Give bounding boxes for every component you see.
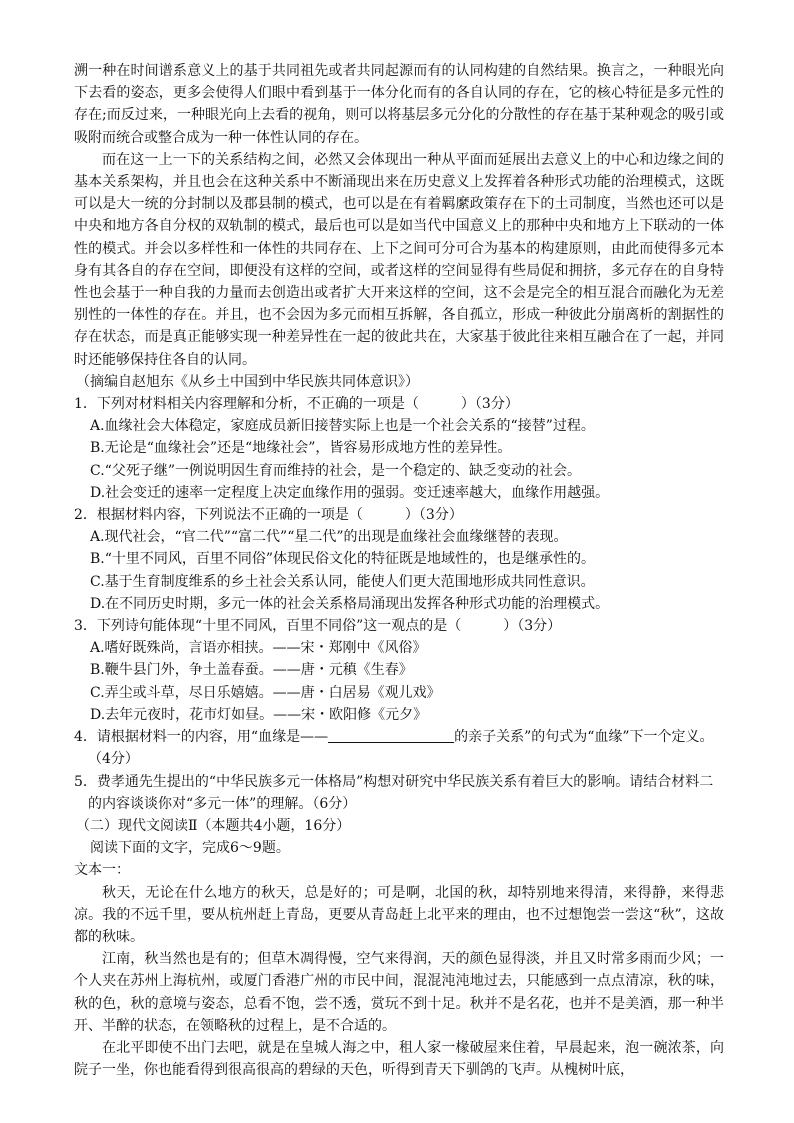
question-3-option-d: D.去年元夜时，花市灯如昼。——宋・欧阳修《元夕》 — [90, 706, 428, 723]
material-source: （摘编自赵旭东《从乡土中国到中华民族共同体意识》） — [76, 373, 419, 390]
question-1 — [74, 393, 724, 504]
question-1-option-b: B.无论是“血缘社会”还是“地缘社会”，皆容易形成地方性的差异性。 — [90, 440, 512, 457]
section-heading: （二）现代文阅读Ⅱ（本题共4小题，16分） — [76, 817, 351, 834]
question-3-stem: 3．下列诗句能体现“十里不同风，百里不同俗”这一观点的是（ ）（3分） — [74, 618, 562, 635]
question-2 — [74, 504, 724, 615]
question-3-option-c: C.弄尘或斗草，尽日乐嬉嬉。——唐・白居易《观儿戏》 — [90, 684, 441, 701]
question-3 — [74, 615, 724, 726]
essay-paragraph-1: 秋天，无论在什么地方的秋天，总是好的；可是啊，北国的秋，却特别地来得清，来得静，来得悲凉。我的不远千里，要从杭州赶上青岛，更要从青岛赶上北平来的理由，也不过想饱尝一尝这“秋”，这故都的秋味。 — [74, 884, 724, 945]
material-paragraph-1: 溯一种在时间谱系意义上的基于共同祖先或者共同起源而有的认同构建的自然结果。换言之，一种眼光向下去看的姿态，更多会使得人们眼中看到基于一体分化而有的各自认同的存在，它的核心特征是多元性的存在;而反过来，一种眼光向上去看的视角，则可以将基层多元分化的分散性的存在基于某种观念的吸引或吸附而统合或整合成为一种一体性认同的存在。 — [74, 63, 724, 146]
question-4-stem — [74, 726, 724, 770]
question-2-option-b: B.“十里不同风，百里不同俗”体现民俗文化的特征既是地域性的，也是继承性的。 — [90, 551, 596, 568]
text-label: 文本一： — [74, 862, 130, 879]
question-4-part1: 4．请根据材料一的内容，用“血缘是—— — [74, 729, 329, 746]
exam-page — [74, 60, 724, 1081]
question-1-option-d: D.社会变迁的速率一定程度上决定血缘作用的强弱。变迁速率越大，血缘作用越强。 — [90, 484, 610, 501]
question-5-stem: 5．费孝通先生提出的“中华民族多元一体格局”构想对研究中华民族关系有着巨大的影响。请结合材料二的内容谈谈你对“多元一体”的理解。（6分） — [74, 773, 714, 812]
question-2-stem: 2．根据材料内容，下列说法不正确的一项是（ ）（3分） — [74, 507, 463, 524]
question-2-option-d: D.在不同历史时期，多元一体的社会关系格局涌现出发挥各种形式功能的治理模式。 — [90, 595, 610, 612]
question-4 — [74, 726, 724, 770]
question-3-option-b: B.鞭牛县门外，争土盖春蚕。——唐・元稹《生春》 — [90, 662, 413, 679]
question-1-option-c: C.“父死子继”一例说明因生育而维持的社会，是一个稳定的、缺乏变动的社会。 — [90, 462, 581, 479]
question-4-part2: 的亲子关系”的句式为“血缘”下一个定义。（4分） — [88, 729, 714, 768]
question-2-option-a: A.现代社会，“官二代”“富二代”“星二代”的出现是血缘社会血缘继替的表现。 — [90, 529, 568, 546]
essay-paragraph-2: 江南，秋当然也是有的；但草木凋得慢，空气来得润，天的颜色显得淡，并且又时常多雨而少风；一个人夹在苏州上海杭州，或厦门香港广州的市民中间，混混沌沌地过去，只能感到一点点清凉，秋的味，秋的色，秋的意境与姿态，总看不饱，尝不透，赏玩不到十足。秋并不是名花，也并不是美酒，那一种半开、半醉的状态，在领略秋的过程上，是不合适的。 — [74, 951, 724, 1034]
question-1-option-a: A.血缘社会大体稳定，家庭成员新旧接替实际上也是一个社会关系的“接替”过程。 — [90, 418, 595, 435]
question-3-option-a: A.嗜好既殊尚，言语亦相挟。——宋・郑刚中《风俗》 — [90, 640, 427, 657]
question-2-option-c: C.基于生育制度维系的乡土社会关系认同，能使人们更大范围地形成共同性意识。 — [90, 573, 595, 590]
material-paragraph-2: 而在这一上一下的关系结构之间，必然又会体现出一种从平面而延展出去意义上的中心和边缘之间的基本关系架构，并且也会在这种关系中不断涌现出来在历史意义上发挥着各种形式功能的治理模式，这既可以是大一统的分封制以及郡县制的模式，也可以是在有着羁縻政策存在下的土司制度，当然也还可以是中央和地方各自分权的双轨制的模式，最后也可以是如当代中国意义上的那种中央和地方上下联动的一体性的模式。并会以多样性和一体性的共同存在、上下之间可分可合为基本的构建原则，由此而使得多元本身有其各自的存在空间，即便没有这样的空间，或者这样的空间显得有些局促和拥挤，多元存在的自身特性也会基于一种自我的力量而去创造出或者扩大开来这样的空间，这不会是完全的相互混合而融化为无差别性的一体性的存在。并且，也不会因为多元而相互拆解，各自孤立，形成一种彼此分崩离析的割据性的存在状态，而是真正能够实现一种差异性在一起的彼此共在，大家基于彼此往来相互融合在了一起，并同时还能够保持住各自的认同。 — [74, 151, 724, 368]
section-instruction: 阅读下面的文字，完成6～9题。 — [90, 840, 290, 857]
question-1-stem: 1．下列对材料相关内容理解和分析，不正确的一项是（ ）（3分） — [74, 396, 519, 413]
question-5 — [74, 771, 724, 815]
essay-paragraph-3: 在北平即使不出门去吧，就是在皇城人海之中，租人家一椽破屋来住着，早晨起来，泡一碗浓茶，向院子一坐，你也能看得到很高很高的碧绿的天色，听得到青天下驯鸽的飞声。从槐树叶底， — [74, 1039, 724, 1079]
answer-blank[interactable] — [328, 728, 454, 743]
